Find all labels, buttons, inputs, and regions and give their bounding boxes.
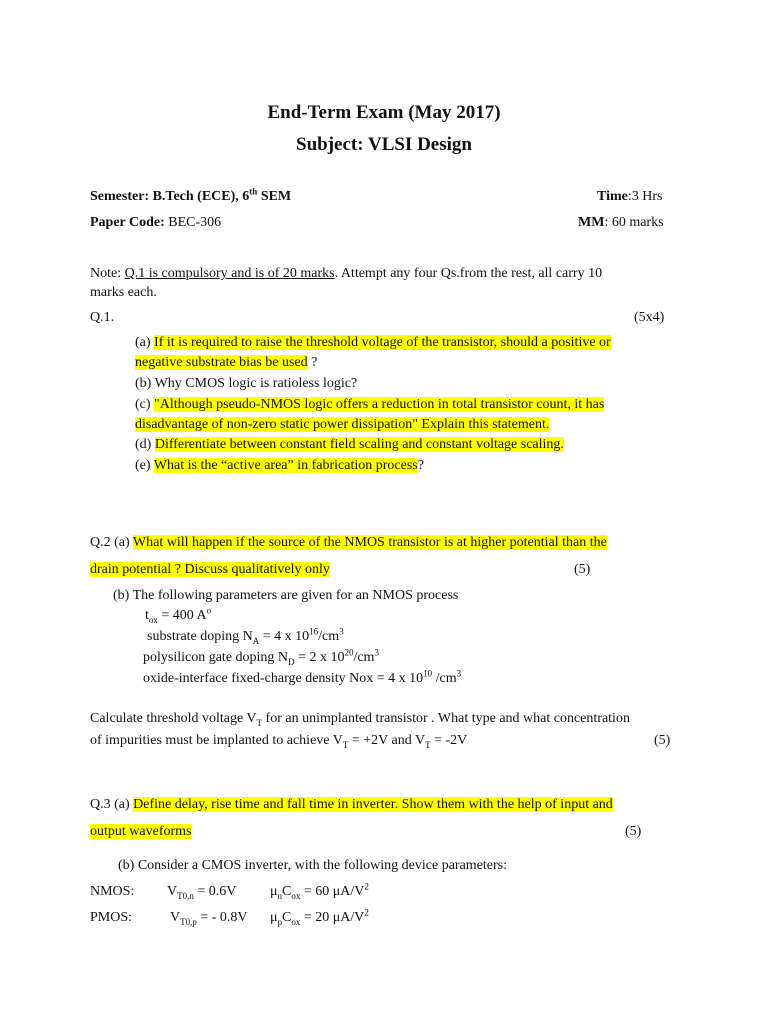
q3-a-text-1: Define delay, rise time and fall time in inverter. Show them with the help of input and (133, 797, 613, 812)
q2-pg-sup: 20 (344, 647, 354, 658)
q3-pmos-c: C (282, 910, 292, 925)
semester-suffix: SEM (260, 189, 292, 204)
time-value: :3 Hrs (627, 189, 663, 204)
q2-a-text-1: What will happen if the source of the NMOS transistor is at higher potential than the (132, 535, 607, 550)
q3-nmos-c-sub: ox (291, 890, 301, 901)
q3-pmos-mu-sub: p (277, 916, 283, 927)
q1-c-text-1: "Although pseudo-NMOS logic offers a reduction in total transistor count, it has (154, 397, 605, 412)
subject-title: Subject: VLSI Design (296, 134, 472, 155)
q2-calc-line-1 (90, 711, 630, 727)
note-rest: . Attempt any four Qs.from the rest, all carry 10 (334, 266, 603, 281)
q1-e-prefix: (e) (135, 458, 154, 473)
q2-b-intro: (b) The following parameters are given for an NMOS process (113, 588, 459, 603)
q2-oxide-charge (143, 668, 462, 687)
q1-d-prefix: (d) (135, 437, 155, 452)
note-line-2: marks each. (90, 285, 157, 300)
q2-tox-sup: o (206, 605, 212, 616)
q3-pmos-mu: μ (270, 910, 278, 925)
q3-nmos-val: = 60 μA/V (300, 884, 365, 899)
q1-b: (b) Why CMOS logic is ratioless logic? (135, 376, 358, 391)
q1-a-text-2: negative substrate bias be used (135, 355, 308, 370)
q1-a-line-2 (135, 355, 317, 371)
q2-pg-unit-sup: 3 (374, 647, 379, 658)
mm-label: MM (578, 215, 605, 230)
q2-calc-2a: of impurities must be implanted to achieve V (90, 733, 343, 748)
q2-ox-unit: /cm (432, 671, 457, 686)
q3-nmos-label: NMOS: (90, 884, 135, 899)
q3-nmos-params (167, 884, 236, 900)
semester-value: B.Tech (ECE), 6 (152, 189, 250, 204)
note-prefix: Note: (90, 266, 125, 281)
q2-calc-marks: (5) (654, 733, 671, 748)
q1-e (135, 458, 424, 474)
q1-a-suffix: ? (307, 355, 318, 370)
q1-a-line-1 (135, 335, 611, 351)
q3-a-marks: (5) (625, 824, 642, 839)
q2-calc-2sub2: T (425, 739, 431, 750)
q1-d-text: Differentiate between constant field scaling and constant voltage scaling. (154, 437, 564, 452)
q2-a-text-2: drain potential ? Discuss qualitatively only (90, 562, 330, 577)
q3-nmos-mu: μ (270, 884, 278, 899)
q2-tox-rest: = 400 A (157, 608, 207, 623)
paper-code-value: BEC-306 (168, 215, 222, 230)
q3-nmos-v-val: = 0.6V (193, 884, 237, 899)
q2-a-marks: (5) (574, 562, 591, 577)
q2-substrate-doping (147, 626, 344, 646)
q3-a-line-2 (90, 824, 191, 840)
q2-calc-2sub1: T (342, 739, 349, 750)
q3-a-text-2: output waveforms (90, 824, 192, 839)
q3-a-line-1 (90, 797, 613, 813)
q2-calc-1b: for an unimplanted transistor . What type and what concentration (262, 711, 630, 726)
q2-sd-rest: = 4 x 10 (259, 629, 310, 644)
q2-calc-1a: Calculate threshold voltage V (90, 711, 257, 726)
q2-a-line-1 (90, 535, 607, 551)
semester-line (90, 186, 292, 205)
q1-c-prefix: (c) (135, 397, 155, 412)
q2-sd-sup: 16 (309, 626, 319, 637)
q1-marks: (5x4) (634, 310, 665, 325)
q1-c-text-2: disadvantage of non-zero static power dissipation" Explain this statement. (135, 417, 550, 432)
q1-c-line-1 (135, 397, 604, 413)
note-underlined: Q.1 is compulsory and is of 20 marks (124, 266, 335, 281)
q1-a-text-1: If it is required to raise the threshold voltage of the transistor, should a positive or (154, 335, 611, 350)
q2-tox-sub: ox (148, 614, 158, 625)
q3-pmos-mobility (270, 907, 369, 927)
q1-c-line-2 (135, 417, 549, 433)
semester-label: Semester: (90, 189, 150, 204)
q2-sd-sub: A (252, 635, 260, 646)
q3-prefix: Q.3 (a) (90, 797, 134, 812)
q3-pmos-label: PMOS: (90, 910, 133, 925)
q3-nmos-mobility (270, 881, 369, 901)
q2-pg-unit: /cm (353, 650, 375, 665)
q2-sd-text: substrate doping N (147, 629, 253, 644)
q2-tox (145, 605, 212, 625)
mm-value: : 60 marks (604, 215, 664, 230)
q2-calc-line-2 (90, 733, 467, 749)
q2-a-line-2 (90, 562, 330, 578)
q3-nmos-v-sub: T0,n (177, 890, 194, 901)
q2-sd-unit-sup: 3 (339, 626, 344, 637)
q1-label: Q.1. (90, 310, 115, 325)
q2-pg-text: polysilicon gate doping N (143, 650, 289, 665)
q2-poly-gate-doping (143, 647, 379, 667)
q3-nmos-c: C (282, 884, 292, 899)
q2-ox-text: oxide-interface fixed-charge density Nox = 4 x 10 (143, 671, 424, 686)
q1-e-text: What is the “active area” in fabrication process (153, 458, 418, 473)
q2-prefix: Q.2 (a) (90, 535, 133, 550)
mm-line (578, 215, 664, 231)
q2-calc-1sub: T (256, 717, 263, 728)
paper-code-label: Paper Code: (90, 215, 165, 230)
q2-tox-t: t (145, 608, 149, 623)
q2-ox-unit-sup: 3 (456, 668, 462, 679)
q3-b-intro: (b) Consider a CMOS inverter, with the following device parameters: (118, 858, 508, 873)
note-line-1 (90, 266, 602, 282)
q3-pmos-v: V (170, 910, 181, 925)
paper-code-line (90, 215, 221, 231)
q2-sd-unit: /cm (318, 629, 340, 644)
q3-nmos-v: V (167, 884, 178, 899)
q3-pmos-c-sub: ox (291, 916, 301, 927)
q2-calc-2b: = +2V and V (348, 733, 426, 748)
q3-pmos-v-sub: T0,p (180, 916, 197, 927)
q1-e-suffix: ? (417, 458, 424, 473)
q3-pmos-val: = 20 μA/V (300, 910, 365, 925)
q3-nmos-mu-sub: n (277, 890, 283, 901)
q1-d (135, 437, 564, 453)
q1-a-prefix: (a) (135, 335, 155, 350)
q2-pg-rest: = 2 x 10 (294, 650, 345, 665)
semester-sup: th (249, 186, 258, 197)
q3-pmos-params (170, 910, 248, 926)
time-label: Time (597, 189, 628, 204)
exam-title: End-Term Exam (May 2017) (267, 102, 501, 123)
time-line (597, 189, 662, 205)
q3-pmos-v-val: = - 0.8V (196, 910, 248, 925)
q2-ox-sup: 10 (423, 668, 433, 679)
q2-pg-sub: D (288, 656, 295, 667)
q3-nmos-val-sup: 2 (364, 881, 369, 892)
q3-pmos-val-sup: 2 (364, 907, 369, 918)
q2-calc-2c: = -2V (430, 733, 468, 748)
